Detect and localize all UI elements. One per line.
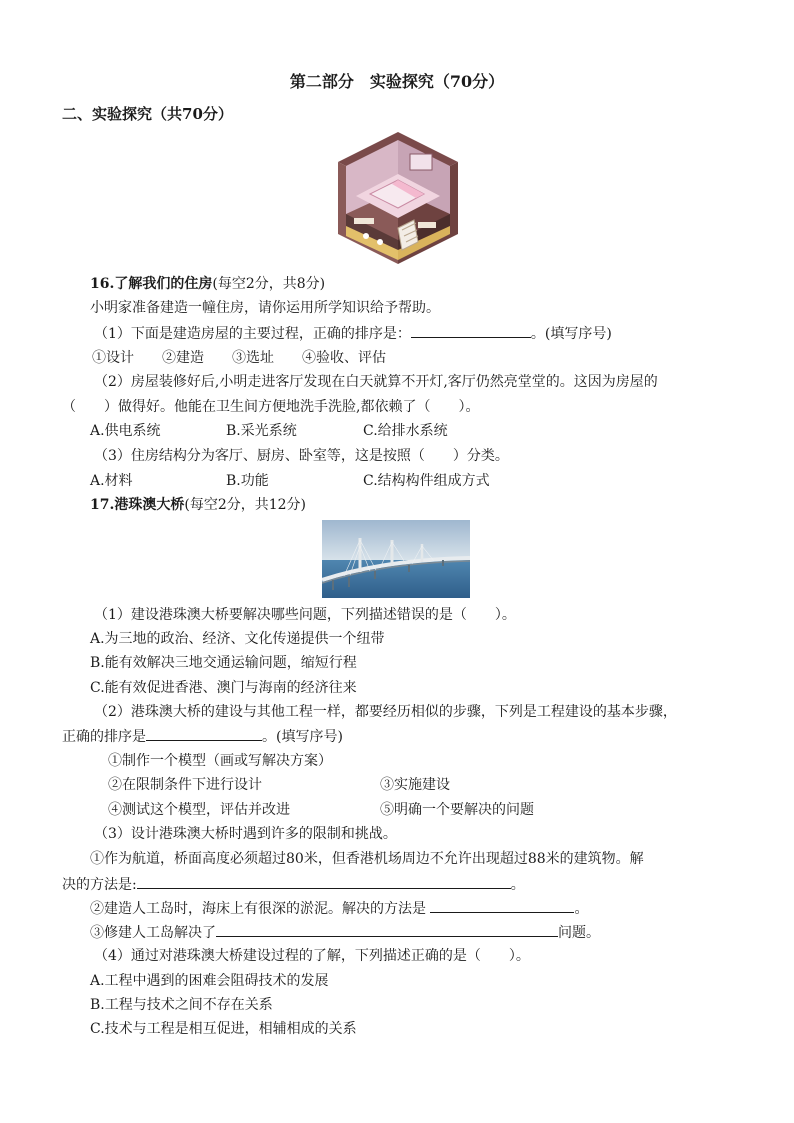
q17-part3-item2-suffix: 。 bbox=[574, 901, 589, 917]
q16-part3-option-a: A.材料 bbox=[90, 473, 133, 489]
q17-step-5: ⑤明确一个要解决的问题 bbox=[380, 802, 534, 818]
page-title: 第二部分 实验探究（70分） bbox=[289, 72, 505, 91]
q17-part3-item2 bbox=[90, 898, 588, 919]
q16-intro: 小明家准备建造一幢住房，请你运用所学知识给予帮助。 bbox=[90, 300, 440, 316]
house-illustration bbox=[336, 130, 460, 266]
q16-heading bbox=[90, 274, 325, 294]
q16-part2-line2: （ ）做得好。他能在卫生间方便地洗手洗脸,都依赖了（ ）。 bbox=[62, 399, 480, 415]
q17-part3-item3-suffix: 问题。 bbox=[558, 925, 600, 941]
q17-step-3: ③实施建设 bbox=[380, 777, 450, 793]
q16-part2-option-c: C.给排水系统 bbox=[363, 423, 448, 439]
q16-part2-line1: （2）房屋装修好后,小明走进客厅发现在白天就算不开灯,客厅仍然亮堂堂的。这因为房屋的 bbox=[94, 374, 658, 390]
q17-part3-item1-blank[interactable] bbox=[137, 874, 511, 889]
q16-part1-suffix: 。(填写序号) bbox=[530, 326, 612, 342]
q17-part3-item1-suffix: 。 bbox=[510, 877, 525, 893]
q17-heading bbox=[90, 495, 306, 515]
q17-part4: （4）通过对港珠澳大桥建设过程的了解，下列描述正确的是（ ）。 bbox=[94, 948, 530, 964]
q17-part3-item3-text: ③修建人工岛解决了 bbox=[90, 925, 216, 941]
q17-part1-option-b: B.能有效解决三地交通运输问题，缩短行程 bbox=[90, 655, 357, 671]
q16-part3: （3）住房结构分为客厅、厨房、卧室等，这是按照（ ）分类。 bbox=[94, 448, 509, 464]
q16-title: 16.了解我们的住房 bbox=[90, 276, 213, 292]
q16-part1-options: ①设计 ②建造 ③选址 ④验收、评估 bbox=[92, 350, 386, 366]
q17-part3-item3-blank[interactable] bbox=[216, 922, 558, 937]
q16-score: (每空2分，共8分) bbox=[212, 276, 326, 292]
q17-part3-item3 bbox=[90, 922, 600, 943]
q16-part3-option-c: C.结构构件组成方式 bbox=[363, 473, 490, 489]
q16-part1-blank[interactable] bbox=[411, 323, 531, 338]
q17-part2-suffix: 。(填写序号) bbox=[262, 729, 343, 745]
q17-part3-item1-line2 bbox=[62, 874, 525, 895]
q17-part1-option-c: C.能有效促进香港、澳门与海南的经济往来 bbox=[90, 680, 357, 696]
q16-part2-option-b: B.采光系统 bbox=[226, 423, 297, 439]
q16-part1-text: （1）下面是建造房屋的主要过程，正确的排序是： bbox=[94, 326, 411, 342]
q16-part3-option-b: B.功能 bbox=[226, 473, 269, 489]
q16-part2-option-a: A.供电系统 bbox=[90, 423, 161, 439]
q17-part2-blank[interactable] bbox=[146, 726, 262, 741]
q17-part3-item2-text: ②建造人工岛时，海床上有很深的淤泥。解决的方法是 bbox=[90, 901, 426, 917]
q16-part1 bbox=[94, 323, 612, 344]
q17-part1-option-a: A.为三地的政治、经济、文化传递提供一个纽带 bbox=[90, 631, 385, 647]
q17-part3-item2-blank[interactable] bbox=[430, 898, 574, 913]
q17-part2-text: 正确的排序是 bbox=[62, 729, 146, 745]
q17-part2-line2 bbox=[62, 726, 343, 747]
bridge-photo bbox=[322, 520, 470, 598]
q17-part3-item1-line1: ①作为航道，桥面高度必须超过80米，但香港机场周边不允许出现超过88米的建筑物。解 bbox=[90, 851, 644, 867]
q17-step-2: ②在限制条件下进行设计 bbox=[108, 777, 262, 793]
q17-part3-item1-text: 决的方法是: bbox=[62, 877, 137, 893]
q17-step-4: ④测试这个模型，评估并改进 bbox=[108, 802, 290, 818]
q17-step-1: ①制作一个模型（画或写解决方案） bbox=[108, 753, 332, 769]
q17-part4-option-b: B.工程与技术之间不存在关系 bbox=[90, 997, 273, 1013]
q17-part2-line1: （2）港珠澳大桥的建设与其他工程一样，都要经历相似的步骤，下列是工程建设的基本步骤， bbox=[94, 704, 677, 720]
q17-part1: （1）建设港珠澳大桥要解决哪些问题，下列描述错误的是（ ）。 bbox=[94, 607, 516, 623]
q17-part4-option-a: A.工程中遇到的困难会阻碍技术的发展 bbox=[90, 973, 329, 989]
q17-title: 17.港珠澳大桥 bbox=[90, 497, 185, 513]
q17-part4-option-c: C.技术与工程是相互促进，相辅相成的关系 bbox=[90, 1021, 357, 1037]
section-heading: 二、实验探究（共70分） bbox=[62, 105, 233, 123]
q17-part3: （3）设计港珠澳大桥时遇到许多的限制和挑战。 bbox=[94, 826, 397, 842]
q17-score: (每空2分，共12分) bbox=[184, 497, 307, 513]
